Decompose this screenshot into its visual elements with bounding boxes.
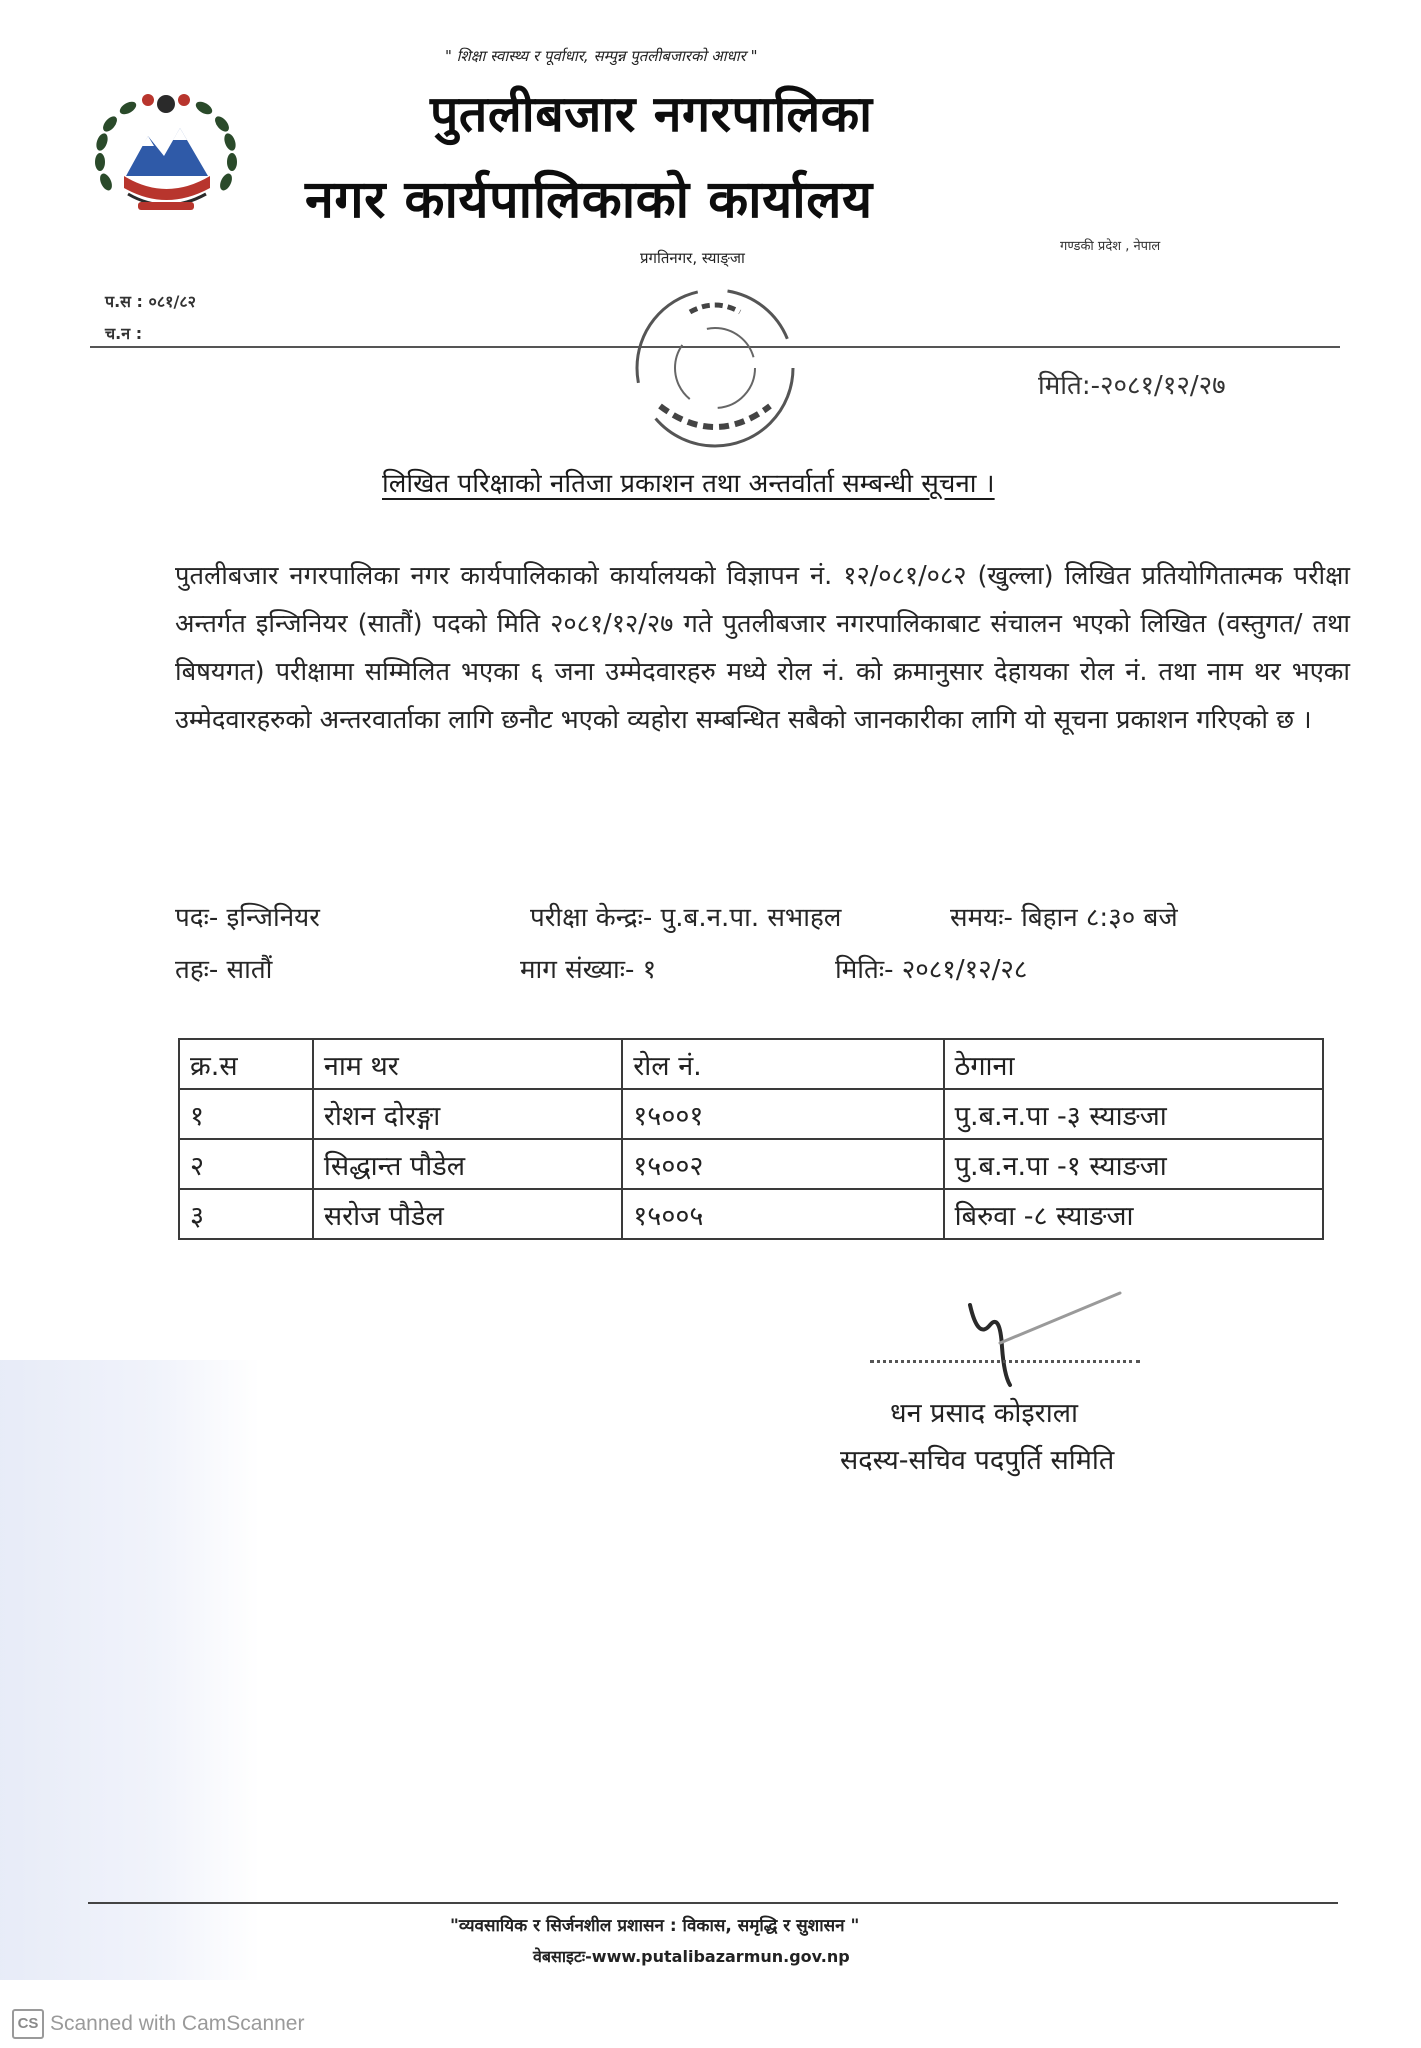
reference-number: प.स : ०८१/८२ <box>105 292 196 311</box>
cell-sn: १ <box>179 1089 313 1139</box>
interview-date-detail: मितिः- २०८१/१२/२८ <box>835 955 1028 985</box>
cell-name: सिद्धान्त पौडेल <box>313 1139 622 1189</box>
header-address: ठेगाना <box>944 1039 1323 1089</box>
cell-address: बिरुवा -८ स्याङजा <box>944 1189 1323 1239</box>
cell-roll: १५००५ <box>622 1189 943 1239</box>
cell-name: रोशन दोरङ्गा <box>313 1089 622 1139</box>
cell-address: पु.ब.न.पा -३ स्याङजा <box>944 1089 1323 1139</box>
post-detail: पदः- इन्जिनियर <box>175 903 320 933</box>
signer-name: धन प्रसाद कोइराला <box>890 1398 1079 1429</box>
signature-line <box>870 1360 1140 1363</box>
office-location: प्रगतिनगर, स्याङ्जा <box>640 249 745 267</box>
nepal-emblem-icon <box>88 84 244 220</box>
notice-date: मिति:-२०८१/१२/२७ <box>1038 371 1226 401</box>
header-name: नाम थर <box>313 1039 622 1089</box>
exam-center-detail: परीक्षा केन्द्रः- पु.ब.न.पा. सभाहल <box>530 903 842 933</box>
header-roll: रोल नं. <box>622 1039 943 1089</box>
footer-divider <box>88 1902 1338 1904</box>
province-label: गण्डकी प्रदेश , नेपाल <box>1060 239 1161 254</box>
signer-designation: सदस्य-सचिव पदपुर्ति समिति <box>840 1445 1115 1476</box>
notice-subject: लिखित परिक्षाको नतिजा प्रकाशन तथा अन्तर्वार्ता सम्बन्धी सूचना । <box>382 469 995 499</box>
cell-name: सरोज पौडेल <box>313 1189 622 1239</box>
office-stamp-icon <box>600 278 830 458</box>
cell-roll: १५००२ <box>622 1139 943 1189</box>
footer-website: वेबसाइटः-www.putalibazarmun.gov.np <box>533 1947 850 1966</box>
municipality-title: पुतलीबजार नगरपालिका <box>430 85 873 143</box>
header-sn: क्र.स <box>179 1039 313 1089</box>
level-detail: तहः- सातौं <box>175 955 273 985</box>
table-row <box>179 1089 1323 1139</box>
dispatch-number: च.न : <box>105 324 143 343</box>
cell-sn: ३ <box>179 1189 313 1239</box>
cell-roll: १५००१ <box>622 1089 943 1139</box>
cell-sn: २ <box>179 1139 313 1189</box>
notice-body: पुतलीबजार नगरपालिका नगर कार्यपालिकाको कार्यालयको विज्ञापन नं. १२/०८१/०८२ (खुल्ला) लिखित प्रतियोगितात्मक परीक्षा अन्तर्गत इन्जिनियर (सातौं) पदको मिति २०८१/१२/२७ गते पुतलीबजार नगरपालिकाबाट संचालन भएको लिखित (वस्तुगत/ तथा बिषयगत) परीक्षामा सम्मिलित भएका ६ जना उम्मेदवारहरु मध्ये रोल नं. को क्रमानुसार देहायका रोल नं. तथा नाम थर भएका उम्मेदवारहरुको अन्तरवार्ताका लागि छनौट भएको व्यहोरा सम्बन्धित सबैको जानकारीका लागि यो सूचना प्रकाशन गरिएको छ । <box>175 561 1350 735</box>
demand-count-detail: माग संख्याः- १ <box>520 955 657 985</box>
exam-time-detail: समयः- बिहान ८:३० बजे <box>950 903 1178 933</box>
camscanner-logo-icon: CS <box>12 2009 44 2039</box>
candidate-table <box>178 1038 1324 1240</box>
table-row <box>179 1189 1323 1239</box>
header-motto: " शिक्षा स्वास्थ्य र पूर्वाधार, सम्पुन्न पुतलीबजारको आधार " <box>445 47 758 65</box>
handwritten-signature <box>950 1285 1130 1395</box>
camscanner-watermark: Scanned with CamScanner <box>50 2012 305 2035</box>
cell-address: पु.ब.न.पा -१ स्याङजा <box>944 1139 1323 1189</box>
scan-shadow <box>0 1360 260 1980</box>
table-header-row <box>179 1039 1323 1089</box>
footer-motto: "व्यवसायिक र सिर्जनशील प्रशासन : विकास, समृद्धि र सुशासन " <box>450 1916 860 1936</box>
table-row <box>179 1139 1323 1189</box>
office-title: नगर कार्यपालिकाको कार्यालय <box>305 170 873 230</box>
